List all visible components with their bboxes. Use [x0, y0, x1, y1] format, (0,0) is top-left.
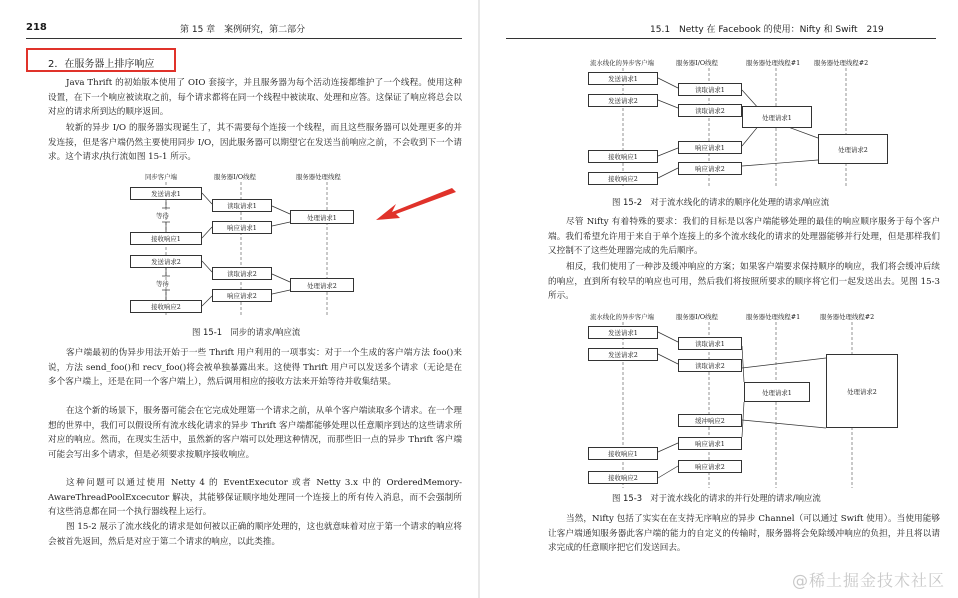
fig2-caption: 图 15-2 对于流水线化的请求的顺序化处理的请求/响应流 — [612, 197, 830, 207]
fig2-worker1-box: 处理请求1 — [742, 106, 812, 128]
fig1-io-box: 响应请求2 — [212, 289, 272, 302]
section-heading: 2．在服务器上排序响应 — [48, 59, 155, 70]
fig3-caption: 图 15-3 对于流水线化的请求的并行处理的请求/响应流 — [612, 493, 821, 503]
fig3-worker1-box: 处理请求1 — [744, 382, 810, 402]
fig1-io-box: 响应请求1 — [212, 221, 272, 234]
right-paragraph-1: 尽管 Nifty 有着特殊的要求：我们的目标是以客户端能够处理的最佳的响应顺序服务于每个客户端。我们希望允许用于来自于单个连接上的多个流水线化的请求的处理器能够并行处理，但是那样我们又控制不了这些处理器完成的先后顺序。 — [548, 217, 940, 256]
fig2-worker2-box: 处理请求2 — [818, 134, 888, 164]
fig1-col-io: 服务器I/O线程 — [214, 173, 256, 181]
fig2-col-io: 服务器I/O线程 — [676, 59, 718, 67]
fig1-client-box: 接收响应1 — [130, 232, 202, 245]
paragraph-2: 较新的异步 I/O 的服务器实现诞生了，其不需要每个连接一个线程，而且这些服务器可以处理更多的并发连接，但是客户端仍然主要使用同步 I/O，因此服务器可以期望它在发送当前响应之前，不会收到下一个请求。这个请求/执行流如图 15-1 所示。 — [48, 123, 462, 162]
fig3-col-client: 流水线化的异步客户端 — [590, 313, 654, 321]
fig2-io-box: 读取请求1 — [678, 83, 742, 96]
fig2-col-client: 流水线化的异步客户端 — [590, 59, 654, 67]
paragraph-4: 在这个新的场景下，服务器可能会在它完成处理第一个请求之前，从单个客户端读取多个请求。在一个理想的世界中，我们可以假设所有流水线化请求的异步 Thrift 客户端都能够处理以任意顺序到达的这些请求所对应的响应。然而，在现实生活中，虽然新的客户端可以处理这种情况，而那些旧一点的异步 Thrift 客户端可能会写出多个请求，但是必须要求按顺序接收响应。 — [48, 406, 462, 460]
fig3-client-box: 接收响应1 — [588, 447, 658, 460]
paragraph-1: Java Thrift 的初始版本使用了 OIO 套接字，并且服务器为每个活动连接都维护了一个线程。使用这种设置，在下一个响应被读取之前，每个请求都将在同一个线程中被读取、处理和应答。这保证了响应将总会以对应的请求所到达的顺序返回。 — [48, 78, 462, 117]
fig3-col-w2: 服务器处理线程#2 — [820, 313, 875, 321]
fig1-io-box: 读取请求2 — [212, 267, 272, 280]
right-running-head: 15.1 Netty 在 Facebook 的使用：Nifty 和 Swift 219 — [650, 25, 884, 35]
fig3-io-box: 缓冲响应2 — [678, 414, 742, 427]
fig1-worker-box: 处理请求2 — [290, 278, 354, 292]
left-running-head: 第 15 章 案例研究，第二部分 — [180, 25, 306, 35]
fig2-col-w2: 服务器处理线程#2 — [814, 59, 869, 67]
paragraph-6: 图 15-2 展示了流水线化的请求是如何被以正确的顺序处理的，这也就意味着对应于第一个请求的响应将会被首先返回，然后是对应于第二个请求的响应，以此类推。 — [48, 522, 462, 547]
left-page-number: 218 — [26, 22, 47, 33]
fig1-worker-box: 处理请求1 — [290, 210, 354, 224]
fig3-client-box: 发送请求1 — [588, 326, 658, 339]
fig2-io-box: 响应请求2 — [678, 162, 742, 175]
fig3-io-box: 响应请求2 — [678, 460, 742, 473]
fig2-io-box: 读取请求2 — [678, 104, 742, 117]
fig3-col-w1: 服务器处理线程#1 — [746, 313, 801, 321]
fig3-lines — [480, 0, 958, 598]
fig1-caption: 图 15-1 同步的请求/响应流 — [192, 327, 301, 337]
left-page — [0, 0, 478, 598]
fig2-col-w1: 服务器处理线程#1 — [746, 59, 801, 67]
fig2-client-box: 发送请求1 — [588, 72, 658, 85]
paragraph-5: 这种问题可以通过使用 Netty 4 的 EventExecutor 或者 Netty 3.x 中的 OrderedMemory-AwareThreadPoolExcecutor 解决，其能够保证顺序地处理同一个连接上的所有传入消息，而不会强制所有这些消息都在同一个执行器线程上运行。 — [48, 478, 462, 517]
fig2-client-box: 发送请求2 — [588, 94, 658, 107]
fig2-client-box: 接收响应2 — [588, 172, 658, 185]
fig1-io-box: 读取请求1 — [212, 199, 272, 212]
right-paragraph-3: 当然，Nifty 包括了实实在在支持无序响应的异步 Channel（可以通过 Swift 使用）。当使用能够让客户端通知服务器此客户端的能力的自定义的传输时，服务器将会免除缓冲响应的负担，并且将以请求完成的任意顺序把它们发送回去。 — [548, 514, 940, 553]
fig3-client-box: 发送请求2 — [588, 348, 658, 361]
fig3-io-box: 读取请求1 — [678, 337, 742, 350]
fig1-col-client: 同步客户端 — [145, 173, 177, 181]
fig1-wait-label: 等待 — [156, 280, 169, 288]
watermark: @稀土掘金技术社区 — [792, 571, 946, 590]
fig3-worker2-box: 处理请求2 — [826, 354, 898, 428]
fig1-client-box: 发送请求2 — [130, 255, 202, 268]
right-paragraph-2: 相反，我们使用了一种涉及缓冲响应的方案；如果客户端要求保持顺序的响应，我们将会缓冲后续的响应，直到所有较早的响应也可用，然后我们将按照所要求的顺序将它们一起发送出去。见图 15-3 所示。 — [548, 262, 940, 301]
fig1-client-box: 接收响应2 — [130, 300, 202, 313]
fig1-col-worker: 服务器处理线程 — [296, 173, 341, 181]
fig3-io-box: 读取请求2 — [678, 359, 742, 372]
fig1-wait-label: 等待 — [156, 212, 169, 220]
fig3-io-box: 响应请求1 — [678, 437, 742, 450]
fig3-client-box: 接收响应2 — [588, 471, 658, 484]
paragraph-3: 客户端最初的伪异步用法开始于一些 Thrift 用户利用的一项事实：对于一个生成的客户端方法 foo()来说，方法 send_foo()和 recv_foo()将会被单独暴露出来。这使得 Thrift 用户可以发送多个请求（无论是在多个客户端上，还是在同一个客户端上），然后调用相应的接收方法来开始等待并收集结果。 — [48, 348, 462, 387]
fig2-client-box: 接收响应1 — [588, 150, 658, 163]
right-page — [480, 0, 958, 598]
fig3-col-io: 服务器I/O线程 — [676, 313, 718, 321]
red-arrow-annotation — [376, 188, 456, 220]
fig2-io-box: 响应请求1 — [678, 141, 742, 154]
fig1-client-box: 发送请求1 — [130, 187, 202, 200]
